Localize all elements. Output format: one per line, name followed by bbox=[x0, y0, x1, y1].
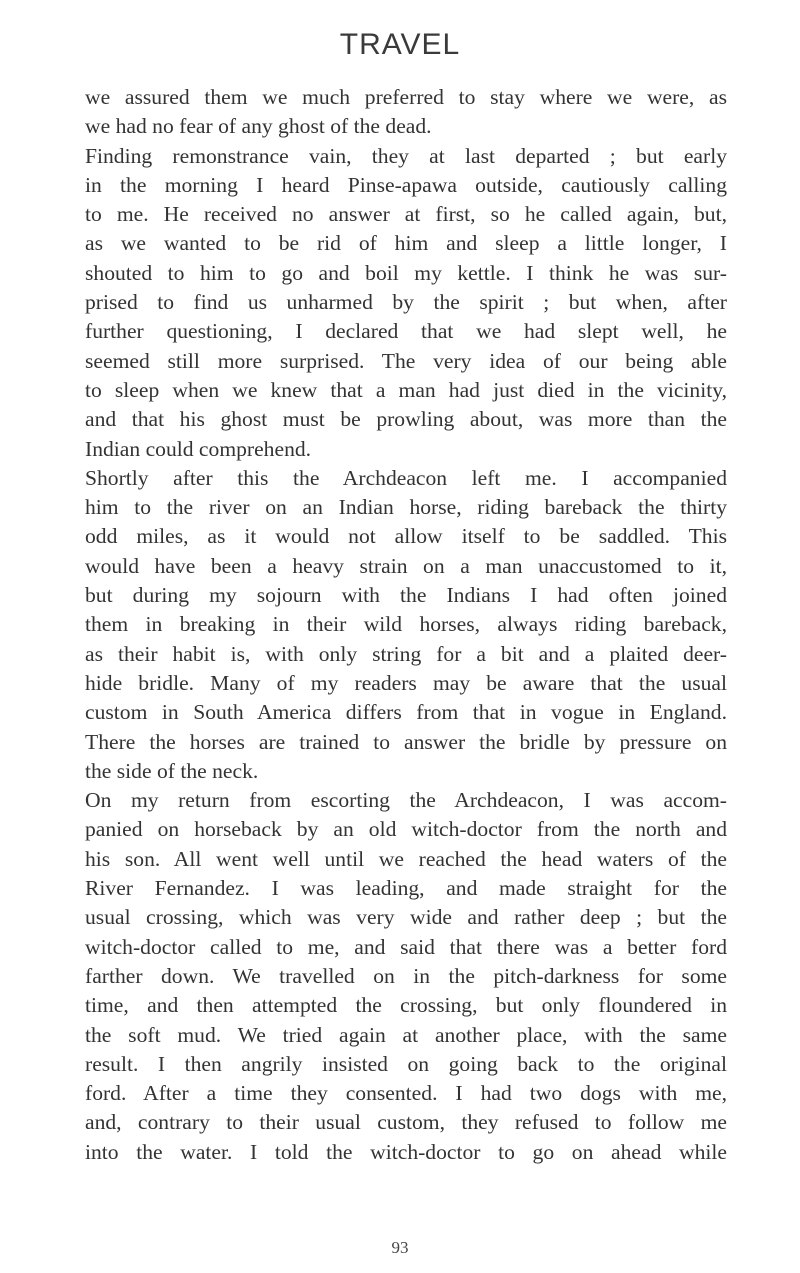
text-line: shouted to him to go and boil my kettle. I think he was sur- bbox=[85, 260, 727, 285]
text-line: but during my sojourn with the Indians I had often joined bbox=[85, 583, 727, 608]
text-line: farther down. We travelled on in the pitch-darkness for some bbox=[85, 963, 727, 988]
text-line: him to the river on an Indian horse, riding bareback the thirty bbox=[85, 495, 727, 520]
text-line: would have been a heavy strain on a man unaccustomed to it, bbox=[85, 553, 727, 578]
text-line: as we wanted to be rid of him and sleep a little longer, I bbox=[85, 231, 727, 256]
body-text bbox=[85, 83, 727, 1167]
text-line: to sleep when we knew that a man had just died in the vicinity, bbox=[85, 377, 727, 402]
text-line: usual crossing, which was very wide and rather deep ; but the bbox=[85, 905, 727, 930]
text-line: custom in South America differs from that in vogue in England. bbox=[85, 700, 727, 725]
text-line: his son. All went well until we reached the head waters of the bbox=[85, 846, 727, 871]
text-line: the side of the neck. bbox=[85, 758, 259, 783]
text-line: seemed still more surprised. The very idea of our being able bbox=[85, 348, 727, 373]
text-line: time, and then attempted the crossing, but only floundered in bbox=[85, 993, 727, 1018]
text-line: to me. He received no answer at first, so he called again, but, bbox=[85, 202, 727, 227]
text-line: as their habit is, with only string for a bit and a plaited deer- bbox=[85, 641, 727, 666]
text-line: odd miles, as it would not allow itself to be saddled. This bbox=[85, 524, 727, 549]
text-line: in the morning I heard Pinse-apawa outside, cautiously calling bbox=[85, 172, 727, 197]
text-line: hide bridle. Many of my readers may be aware that the usual bbox=[85, 670, 727, 695]
text-line: witch-doctor called to me, and said that there was a better ford bbox=[85, 934, 727, 959]
text-line: panied on horseback by an old witch-doctor from the north and bbox=[85, 817, 727, 842]
text-line: River Fernandez. I was leading, and made straight for the bbox=[85, 876, 727, 901]
text-line: There the horses are trained to answer the bridle by pressure on bbox=[85, 729, 727, 754]
text-line: prised to find us unharmed by the spirit ; but when, after bbox=[85, 290, 727, 315]
text-line: ford. After a time they consented. I had two dogs with me, bbox=[85, 1081, 727, 1106]
running-head: TRAVEL bbox=[339, 28, 461, 61]
text-line: and, contrary to their usual custom, they refused to follow me bbox=[85, 1110, 727, 1135]
text-line: we had no fear of any ghost of the dead. bbox=[85, 114, 432, 139]
text-line: further questioning, I declared that we had slept well, he bbox=[85, 319, 727, 344]
text-line: the soft mud. We tried again at another place, with the same bbox=[85, 1022, 727, 1047]
text-line: result. I then angrily insisted on going back to the original bbox=[85, 1051, 727, 1076]
text-line: Indian could comprehend. bbox=[85, 436, 312, 461]
text-line: Shortly after this the Archdeacon left me. I accompanied bbox=[85, 465, 727, 490]
text-line: we assured them we much preferred to stay where we were, as bbox=[85, 85, 727, 109]
text-line: into the water. I told the witch-doctor to go on ahead while bbox=[85, 1139, 727, 1164]
page-number: 93 bbox=[391, 1238, 409, 1257]
text-line: them in breaking in their wild horses, always riding bareback, bbox=[85, 612, 727, 637]
text-line: On my return from escorting the Archdeacon, I was accom- bbox=[85, 788, 727, 813]
text-line: Finding remonstrance vain, they at last departed ; but early bbox=[85, 143, 727, 168]
text-line: and that his ghost must be prowling about, was more than the bbox=[85, 407, 727, 432]
